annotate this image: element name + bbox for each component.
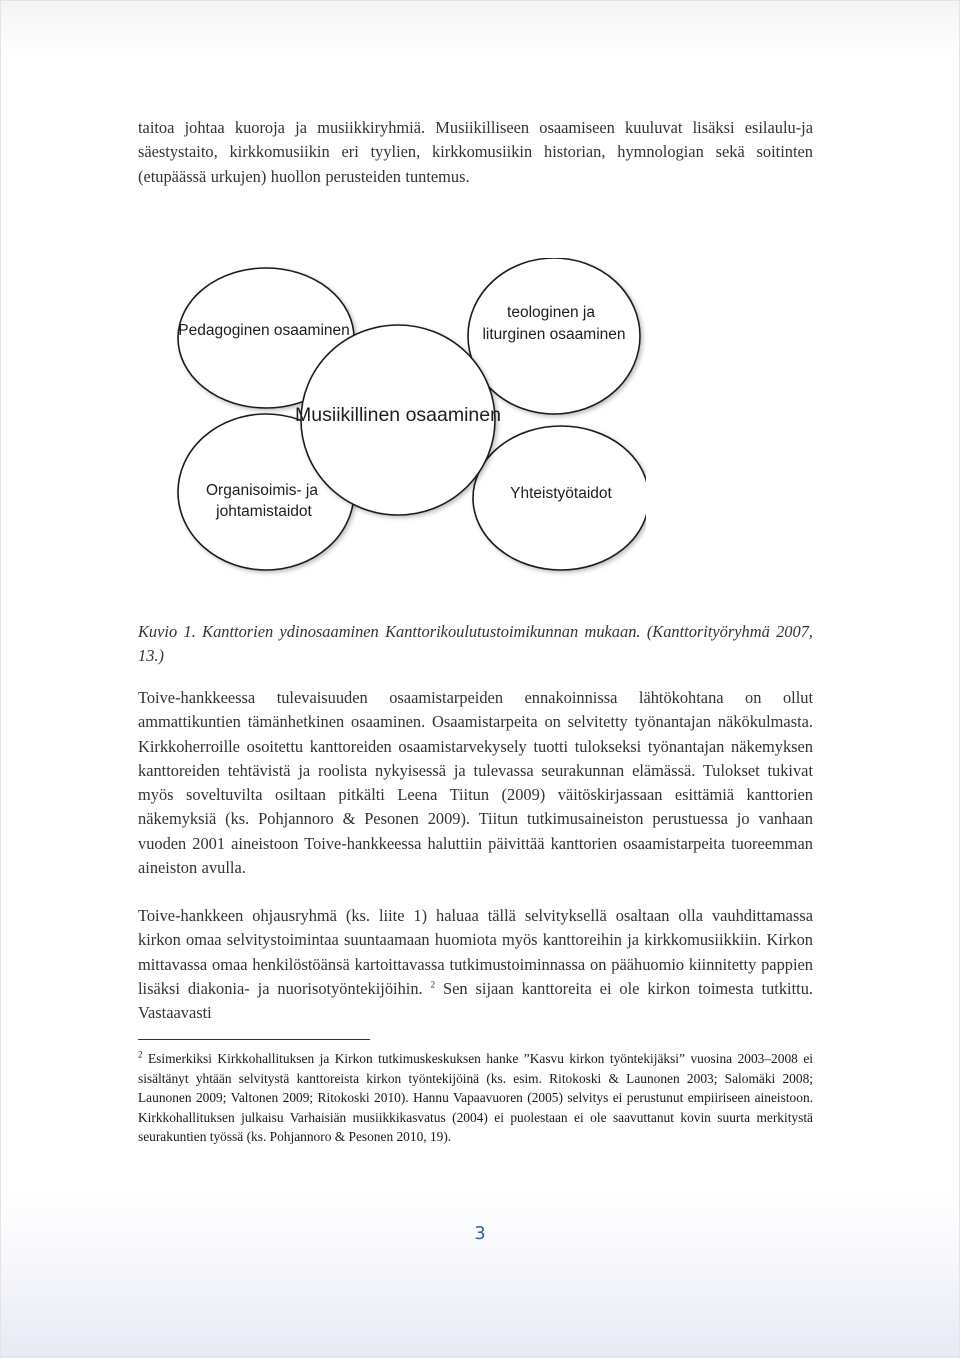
footnote (138, 1049, 813, 1147)
caption-text: Kuvio 1. Kanttorien ydinosaaminen Kanttorikoulutustoimikunnan mukaan. (Kanttorityöryhmä 2007, 13.) (138, 622, 813, 666)
footnote-divider (138, 1039, 370, 1040)
competence-diagram (176, 258, 646, 583)
label-musical: Musiikillinen osaaminen (295, 404, 501, 426)
paragraph-2-before-ref: Toive-hankkeen ohjausryhmä (ks. liite 1) haluaa tällä selvityksellä osaltaan olla vauhdittamassa kirkon omaa selvitystoimintaa suuntaamaan huomiota myös kanttoreihin ja kirkkomusiikkiin. Kirkon mittavassa omaa henkilöstöänsä kartoittavassa tutkimustoiminnassa on päähuomio kiinnitetty pappien lisäksi diakonia- ja nuorisotyöntekijöihin. (138, 906, 813, 998)
label-organizational-line1: Organisoimis- ja (206, 482, 318, 499)
intro-text: taitoa johtaa kuoroja ja musiikkiryhmiä. Musiikilliseen osaamiseen kuuluvat lisäksi esilaulu-ja säestystaito, kirkkomusiikin eri tyylien, kirkkomusiikin historian, hymnologian sekä soitinten (etupäässä urkujen) huollon perusteiden tuntemus. (138, 118, 813, 186)
intro-paragraph (138, 116, 813, 189)
label-theological-line1: teologinen ja (507, 304, 595, 321)
page-number: 3 (474, 1223, 486, 1244)
label-cooperation: Yhteistyötaidot (510, 485, 612, 502)
footer-decoration (0, 1190, 960, 1358)
footnote-body: Esimerkiksi Kirkkohallituksen ja Kirkon tutkimuskeskuksen hanke ”Kasvu kirkon työntekijäksi” vuosina 2003–2008 ei sisältänyt yhtään selvitystä kanttoreista kirkon työntekijöinä (ks. esim. Ritokoski & Launonen 2003; Salomäki 2008; Launonen 2009; Valtonen 2009; Ritokoski 2010). Hannu Vapaavuoren (2005) selvitys ei perustunut empiiriseen aineistoon. Kirkkohallituksen julkaisu Varhaisiän musiikkikasvatus (2004) ei puolestaan ei ole saavuttanut kovin suurta merkitystä seurakuntien työssä (ks. Pohjannoro & Pesonen 2010, 19). (138, 1051, 813, 1145)
footnote-text (138, 1049, 813, 1147)
label-theological-line2: liturginen osaaminen (482, 326, 626, 343)
paragraph-2-after-ref: Sen sijaan kanttoreita ei ole kirkon toimesta tutkittu. Vastaavasti (138, 978, 814, 1023)
label-pedagogical: Pedagoginen osaaminen (178, 322, 350, 339)
paragraph-1-text: Toive-hankkeessa tulevaisuuden osaamistarpeiden ennakoinnissa lähtökohtana on ollut ammattikuntien tämänhetkinen osaaminen. Osaamistarpeita on selvitetty työnantajan näkökulmasta. Kirkkoherroille osoitettu kanttoreiden osaamistarvekysely tuotti tulokseksi työnantajan näkemyksen kanttoreiden tehtävistä ja roolista nykyisessä ja tulevassa seurakunnan elämässä. Tulokset tukivat myös soveltuvilta osiltaan pitkälti Leena Tiitun (2009) väitöskirjassaan esittämiä kanttorien näkemyksiä (ks. Pohjannoro & Pesonen 2009). Tiitun tutkimusaineiston perustuessa jo vanhaan vuoden 2001 aineistoon Toive-hankkeessa haluttiin päivittää kanttorien osaamistarpeita tuoreemman aineiston avulla. (138, 688, 813, 878)
header-decoration (0, 0, 960, 60)
footnote-reference[interactable]: 2 (430, 979, 436, 990)
figure-caption (138, 620, 813, 669)
body-paragraph-2 (138, 904, 813, 1025)
body-paragraph-1 (138, 686, 813, 880)
label-organizational-line2: johtamistaidot (216, 503, 312, 520)
paragraph-2-text (138, 904, 813, 1025)
footnote-number: 2 (138, 1049, 143, 1060)
